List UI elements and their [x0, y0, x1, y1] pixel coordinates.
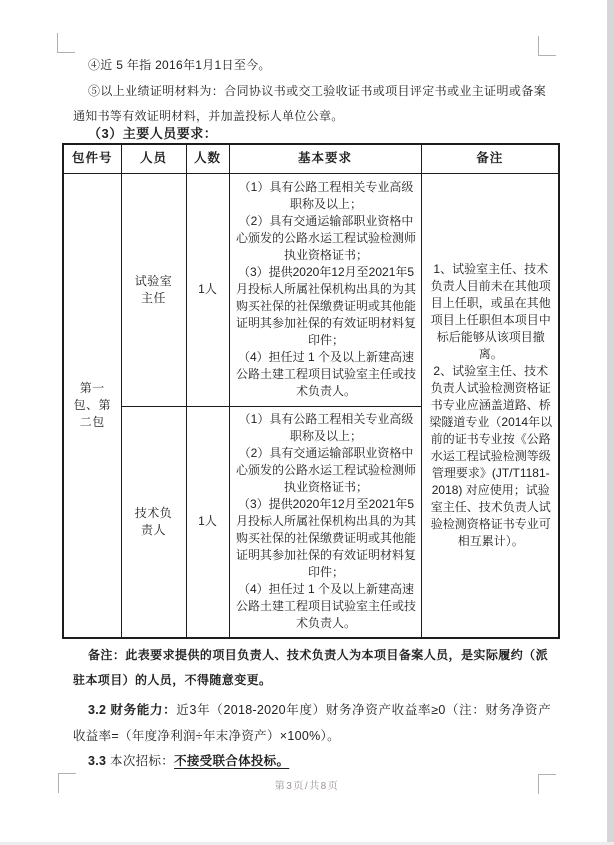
- section-3-2-text: 近3年（2018-2020年度）财务净资产收益率≥0（注：财务净资产收益率=（年度净利润÷年末净资产）×100%）。: [73, 703, 551, 743]
- table-row: [63, 173, 559, 406]
- section-3-3-label: 本次招标：: [106, 754, 175, 768]
- crop-mark-top-left: [57, 33, 75, 53]
- cell-line: （1）具有公路工程相关专业高级职称及以上；: [238, 412, 414, 444]
- requirements-cell: [229, 173, 421, 406]
- cell-line: （3）提供2020年12月至2021年5月投标人所属社保机构出具的为其购买社保的社保缴费证明或其他能证明其参加社保的有效证明材料复印件；: [235, 497, 416, 580]
- cell-line: （3）提供2020年12月至2021年5月投标人所属社保机构出具的为其购买社保的社保缴费证明或其他能证明其参加社保的有效证明材料复印件；: [235, 265, 416, 347]
- clause-item-4: ④近 5 年指 2016年1月1日至今。: [88, 58, 271, 72]
- section-3-2: [73, 697, 551, 749]
- count-cell: 1人: [186, 173, 229, 406]
- cell-line: （2）具有交通运输部职业资格中心颁发的公路水运工程试验检测师执业资格证书；: [235, 214, 416, 262]
- cell-line: （4）担任过 1 个及以上新建高速公路土建工程项目试验室主任或技术负责人。: [235, 582, 416, 631]
- role-cell-technical-director: 技术负责人: [121, 406, 186, 638]
- col-header-personnel: 人员: [121, 144, 186, 173]
- remarks-cell: [421, 173, 559, 638]
- col-header-remarks: 备注: [421, 144, 559, 173]
- cell-line: （1）具有公路工程相关专业高级职称及以上；: [238, 180, 414, 211]
- package-cell: 第一包、第二包: [63, 173, 121, 638]
- cell-line: 2、试验室主任、技术负责人试验检测资格证书专业应涵盖道路、桥梁隧道专业（2014年以前的证书专业按《公路水运工程试验检测等级管理要求》(JT/T1181-2018) 对应使用；试验室主任、技术负责人试验检测资格证书专业可相互累计）。: [429, 363, 553, 548]
- section-3-heading: （3）主要人员要求：: [88, 126, 218, 141]
- section-3-2-label: 3.2 财务能力：: [88, 703, 177, 717]
- cell-line: （4）担任过 1 个及以上新建高速公路土建工程项目试验室主任或技术负责人。: [235, 350, 416, 398]
- count-cell: 1人: [186, 406, 229, 638]
- table-footnote: 备注：此表要求提供的项目负责人、技术负责人为本项目备案人员，是实际履约（派驻本项目）的人员，不得随意变更。: [73, 648, 548, 687]
- page-number-indicator: 第3页/共8页: [274, 781, 340, 792]
- table-header-row: [63, 144, 559, 173]
- section-3-3-emphasis: 不接受联合体投标。: [174, 754, 290, 768]
- requirements-cell: [229, 406, 421, 638]
- scrollbar-track[interactable]: [607, 0, 614, 845]
- col-header-requirements: 基本要求: [229, 144, 421, 173]
- section-3-3-number: 3.3: [88, 754, 107, 768]
- section-3-3: [73, 748, 551, 774]
- role-cell-lab-director: 试验室主任: [121, 173, 186, 406]
- col-header-headcount: 人数: [186, 144, 229, 173]
- personnel-requirements-table: [62, 143, 560, 639]
- cell-line: （2）具有交通运输部职业资格中心颁发的公路水运工程试验检测师执业资格证书；: [235, 446, 416, 495]
- col-header-package: 包件号: [63, 144, 121, 173]
- clause-item-5: ⑤以上业绩证明材料为：合同协议书或交工验收证书或项目评定书或业主证明或备案通知书等有效证明材料，并加盖投标人单位公章。: [73, 84, 546, 123]
- cell-line: 1、试验室主任、技术负责人目前未在其他项目上任职，或虽在其他项目上任职但本项目中标后能够从该项目撤离。: [430, 261, 551, 361]
